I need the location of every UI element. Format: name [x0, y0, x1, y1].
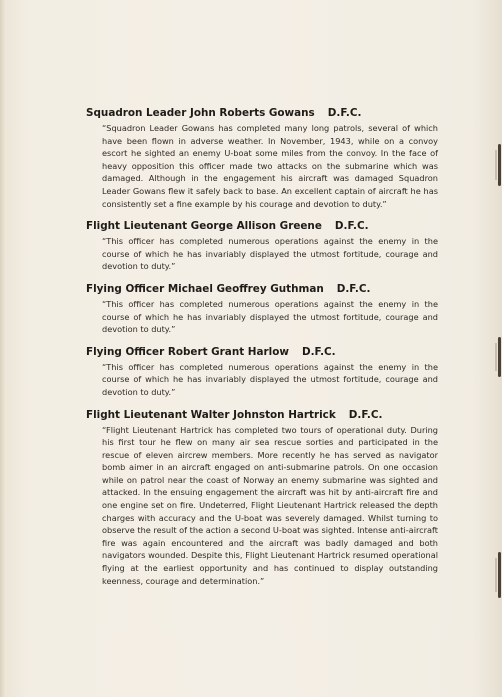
recipient-name: Flight Lieutenant Walter Johnston Hartrick	[86, 408, 336, 421]
entry-heading	[86, 345, 438, 360]
award-name: D.F.C.	[301, 345, 336, 358]
binding-ring-shadow	[495, 558, 497, 592]
binding-ring-shadow	[495, 343, 497, 371]
citation-text: “This officer has completed numerous operations against the enemy in the course of which he has invariably displayed the utmost fortitude, courage and devotion to duty.”	[102, 298, 438, 335]
citation-entry	[86, 106, 438, 210]
citation-text: “This officer has completed numerous operations against the enemy in the course of which he has invariably displayed the utmost fortitude, courage and devotion to duty.”	[102, 361, 438, 397]
citation-entry	[86, 345, 438, 399]
award-name: D.F.C.	[327, 107, 362, 119]
citation-list	[86, 106, 438, 596]
citation-text: “Squadron Leader Gowans has completed many long patrols, several of which have been flown in adverse weather. In November, 1943, while on a convoy escort he sighted an enemy U-boat some miles from the convoy. In the face of heavy opposition this officer made two attacks on the submarine which was damaged. Although in the engagement his aircraft was damaged Squadron Leader Gowans flew it safely back to base. An excellent captain of aircraft he has consistently set a fine example by his courage and devotion to duty.”	[102, 123, 438, 209]
entry-heading	[86, 282, 438, 297]
recipient-name: Squadron Leader John Roberts Gowans	[86, 107, 315, 119]
award-name: D.F.C.	[334, 220, 369, 233]
citation-text: “This officer has completed numerous operations against the enemy in the course of which he has invariably displayed the utmost fortitude, courage and devotion to duty.”	[102, 236, 438, 272]
citation-text: “Flight Lieutenant Hartrick has completed two tours of operational duty. During his first tour he flew on many air sea rescue sorties and participated in the rescue of eleven aircrew members. More recently he has served as navigator bomb aimer in an aircraft engaged on anti-submarine patrols. On one occasion while on patrol near the coast of Norway an enemy submarine was sighted and attacked. In the ensuing engagement the aircraft was hit by anti-aircraft fire and one engine set on fire. Undeterred, Flight Lieutenant Hartrick released the depth charges with accuracy and the U-boat was severely damaged. Whilst turning to observe the result of the action a second U-boat was sighted. Intense anti-aircraft fire was again encountered and the aircraft was badly damaged and both navigators wounded. Despite this, Flight Lieutenant Hartrick resumed operational flying at the earliest opportunity and has continued to display outstanding keenness, courage and determination.”	[102, 424, 438, 586]
citation-entry	[86, 282, 438, 336]
binding-ring-shadow	[495, 150, 497, 180]
award-name: D.F.C.	[336, 282, 371, 295]
binding-ring	[498, 144, 501, 186]
page-edge	[0, 0, 6, 697]
entry-heading	[86, 219, 438, 234]
recipient-name: Flight Lieutenant George Allison Greene	[86, 220, 322, 233]
entry-heading	[86, 106, 438, 121]
award-name: D.F.C.	[348, 408, 383, 421]
entry-heading	[86, 408, 438, 423]
citation-entry	[86, 219, 438, 273]
citation-entry	[86, 408, 438, 588]
recipient-name: Flying Officer Michael Geoffrey Guthman	[86, 282, 324, 295]
recipient-name: Flying Officer Robert Grant Harlow	[86, 345, 289, 358]
binding-ring	[498, 337, 501, 377]
binding-ring	[498, 552, 501, 598]
